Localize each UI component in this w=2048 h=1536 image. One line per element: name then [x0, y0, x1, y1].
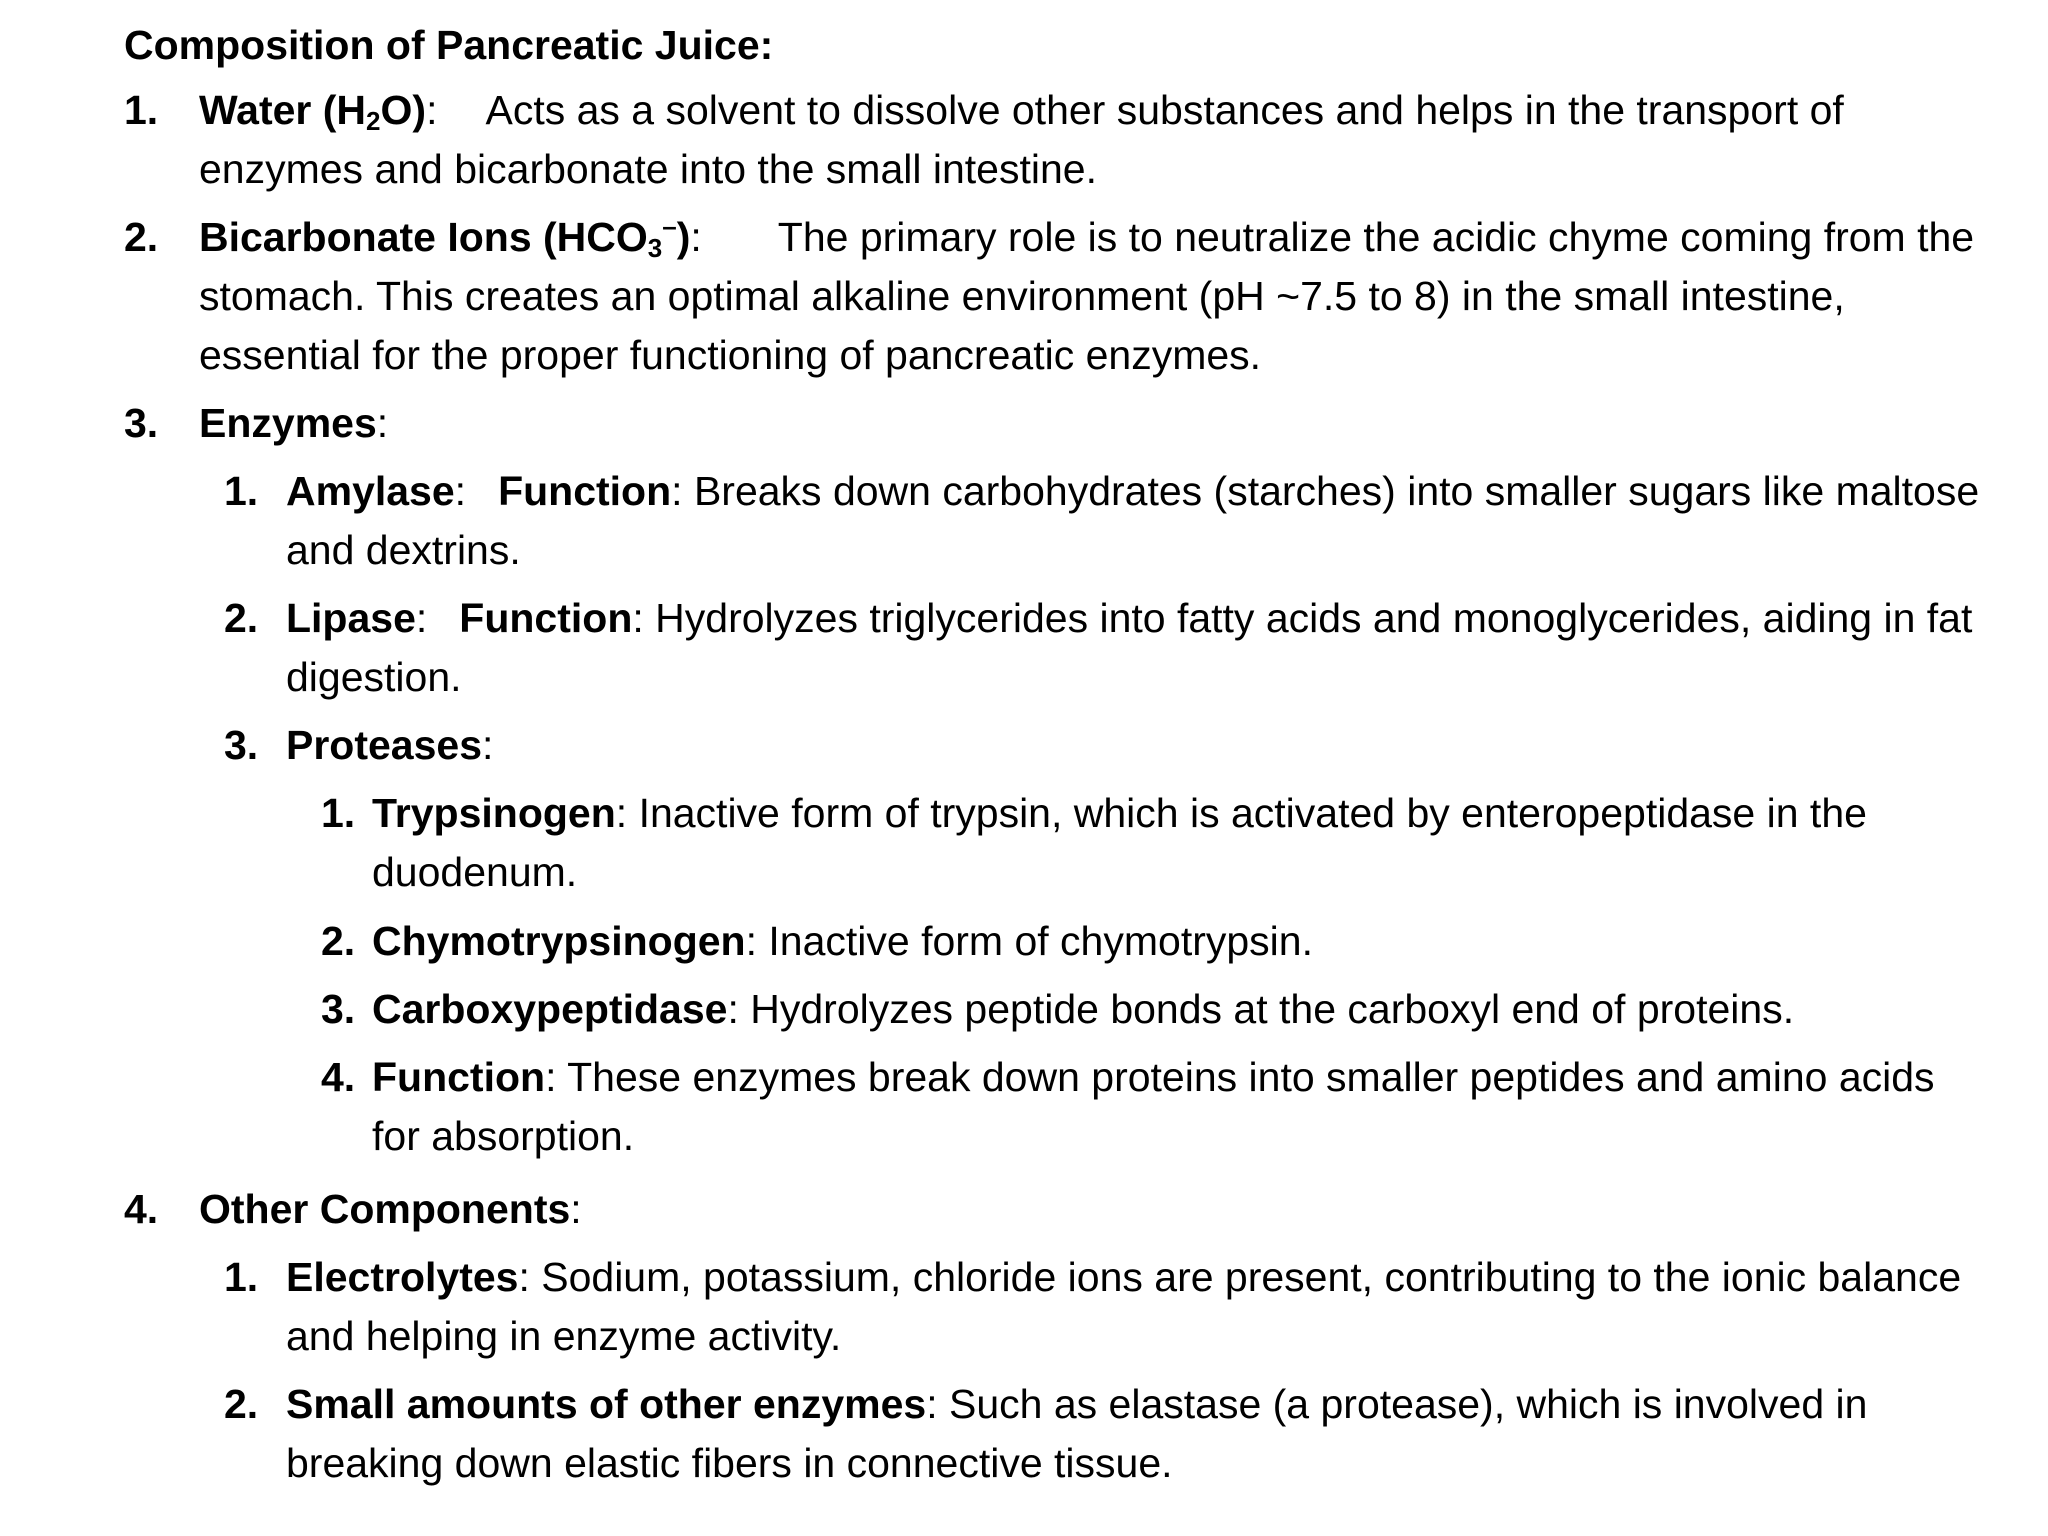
list-number: 4.: [321, 1054, 356, 1100]
list-item-bicarbonate: [124, 208, 1988, 385]
term-trypsinogen: Trypsinogen: [372, 790, 616, 836]
list-number: 2.: [224, 595, 259, 641]
term-carboxypeptidase: Carboxypeptidase: [372, 986, 728, 1032]
term-chymotrypsinogen: Chymotrypsinogen: [372, 918, 746, 964]
document-title: Composition of Pancreatic Juice:: [124, 22, 774, 68]
item-text: Inactive form of trypsin, which is activated by enteropeptidase in the duodenum.: [372, 790, 1867, 895]
list-number: 3.: [124, 400, 159, 446]
term-water: Water $(H_2O)$: [199, 87, 427, 136]
term-lipase: Lipase: [286, 595, 416, 641]
list-number: 3.: [321, 986, 356, 1032]
term-electrolytes: Electrolytes: [286, 1254, 519, 1300]
term-bicarbonate: Bicarbonate Ions $(HCO_3^-)$: [199, 211, 691, 263]
list-item-enzymes: [124, 394, 1988, 453]
list-number: 1.: [224, 468, 259, 514]
list-item-chymotrypsinogen: 2. Chymotrypsinogen: Inactive form of chymotrypsin.: [372, 912, 1988, 971]
list-item-lipase: 2. Lipase: Function: Hydrolyzes triglycerides into fatty acids and monoglycerides, aiding in fat digestion.: [286, 589, 1988, 707]
term-other-components: Other Components: [199, 1186, 571, 1232]
list-number: 3.: [224, 722, 259, 768]
label-function: Function: [459, 595, 633, 641]
item-text: Hydrolyzes triglycerides into fatty acids and monoglycerides, aiding in fat digestion.: [286, 595, 1973, 700]
list-number: 1.: [124, 87, 159, 133]
separator: :: [426, 87, 438, 133]
separator: :: [376, 400, 389, 446]
separator: :: [690, 214, 702, 260]
list-item-carboxypeptidase: 3. Carboxypeptidase: Hydrolyzes peptide bonds at the carboxyl end of proteins.: [372, 980, 1988, 1039]
term-amylase: Amylase: [286, 468, 455, 514]
list-item-proteases: 3. Proteases:: [286, 716, 1988, 775]
item-text: Sodium, potassium, chloride ions are present, contributing to the ionic balance and helping in enzyme activity.: [286, 1254, 1962, 1359]
item-text: Hydrolyzes peptide bonds at the carboxyl end of proteins.: [738, 986, 1795, 1032]
list-number: 4.: [124, 1186, 159, 1232]
list-number: 2.: [321, 918, 356, 964]
list-item-amylase: 1. Amylase: Function: Breaks down carbohydrates (starches) into smaller sugars like maltose and dextrins.: [286, 462, 1988, 580]
item-text: Inactive form of chymotrypsin.: [757, 918, 1313, 964]
item-text: Breaks down carbohydrates (starches) into smaller sugars like maltose and dextrins.: [286, 468, 1980, 573]
term-function: Function: [372, 1054, 546, 1100]
list-number: 2.: [124, 214, 159, 260]
list-number: 1.: [321, 790, 356, 836]
term-proteases: Proteases: [286, 722, 483, 768]
list-number: 1.: [224, 1254, 259, 1300]
term-other-enzymes: Small amounts of other enzymes: [286, 1381, 927, 1427]
item-text: Such as elastase (a protease), which is involved in breaking down elastic fibers in connective tissue.: [286, 1381, 1868, 1486]
list-item-other-components: 4. Other Components:: [199, 1180, 1988, 1239]
list-item-trypsinogen: 1. Trypsinogen: Inactive form of trypsin, which is activated by enteropeptidase in the duodenum.: [372, 784, 1988, 902]
list-item-electrolytes: 1. Electrolytes: Sodium, potassium, chloride ions are present, contributing to the ionic balance and helping in enzyme activity.: [286, 1248, 1988, 1366]
list-item-protease-function: 4. Function: These enzymes break down proteins into smaller peptides and amino acids for absorption.: [372, 1048, 1988, 1166]
item-text: The primary role is to neutralize the acidic chyme coming from the stomach. This creates an optimal alkaline environment (pH ~7.5 to 8) in the small intestine, essential for the proper functioning of pancreatic enzymes.: [199, 214, 1975, 378]
item-text: Acts as a solvent to dissolve other substances and helps in the transport of enzymes and bicarbonate into the small intestine.: [199, 87, 1844, 192]
list-item-water: [124, 81, 1988, 199]
item-text: These enzymes break down proteins into smaller peptides and amino acids for absorption.: [372, 1054, 1935, 1159]
list-number: 2.: [224, 1381, 259, 1427]
term-enzymes: Enzymes: [199, 400, 377, 446]
list-item-other-enzymes: 2. Small amounts of other enzymes: Such as elastase (a protease), which is involved in breaking down elastic fibers in connective tissue.: [286, 1375, 1988, 1493]
label-function: Function: [498, 468, 672, 514]
